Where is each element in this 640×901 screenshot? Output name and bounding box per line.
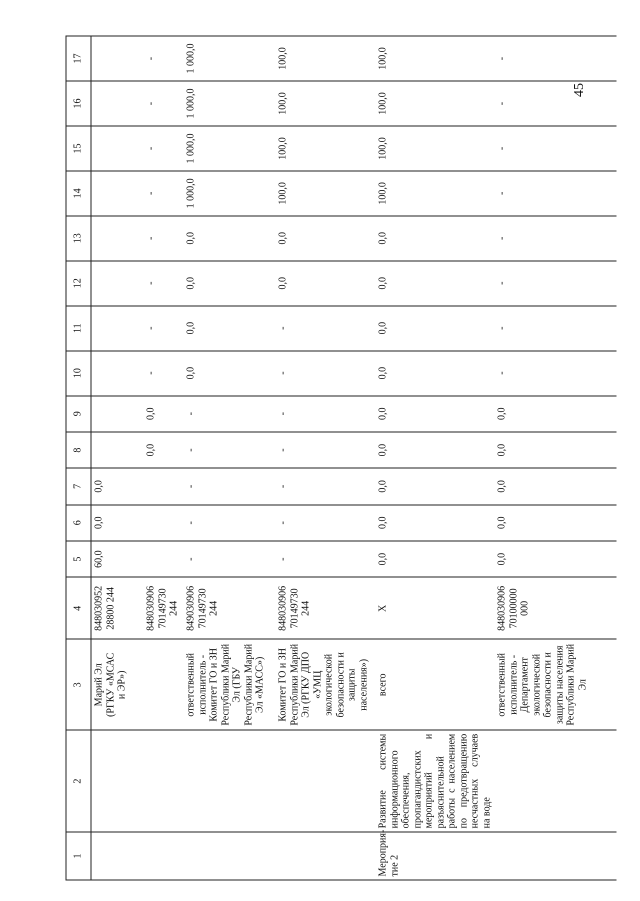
cell-value-text: 1 000,0 <box>185 88 196 119</box>
cell-value <box>91 261 144 306</box>
cell-value <box>494 36 616 81</box>
cell-value <box>183 432 275 468</box>
cell-value <box>275 81 375 126</box>
cell-budget-code <box>183 577 275 639</box>
cell-value <box>183 396 275 432</box>
cell-measure-name <box>143 730 183 832</box>
cell-value-text: 0,0 <box>93 516 104 530</box>
cell-value <box>275 351 375 396</box>
cell-value-text: 1 000,0 <box>185 133 196 164</box>
table-body <box>91 36 617 880</box>
cell-value <box>91 36 144 81</box>
cell-value-text: 100,0 <box>377 92 388 115</box>
cell-value <box>143 171 183 216</box>
column-header: 1 <box>66 832 91 880</box>
cell-value <box>494 81 616 126</box>
table-row <box>143 36 183 880</box>
cell-value <box>143 306 183 351</box>
cell-value-text: - <box>496 236 507 240</box>
cell-value-text: 0,0 <box>93 480 104 493</box>
cell-value-text: - <box>145 101 156 106</box>
cell-value-text: 0,0 <box>377 232 388 245</box>
cell-value-text: 0,0 <box>496 552 507 566</box>
cell-value-text: 100,0 <box>377 182 388 205</box>
cell-value <box>275 171 375 216</box>
cell-value <box>375 396 494 432</box>
cell-value-text: - <box>145 146 156 151</box>
cell-value <box>494 396 616 432</box>
cell-value <box>375 541 494 577</box>
cell-executor-text: Комитет ГО и ЗН Республики Марий Эл (РГКУ ДПО «УМЦ экологической безопасности и защиты населения») <box>277 643 369 726</box>
column-header: 2 <box>66 730 91 832</box>
cell-value <box>143 216 183 261</box>
cell-value <box>494 541 616 577</box>
cell-value-text: - <box>145 281 156 285</box>
cell-value-text: - <box>185 484 196 489</box>
cell-executor-text: ответственный исполнитель - Департамент экологической безопасности и защиты населения Республики Марий Эл <box>496 643 588 726</box>
column-header: 12 <box>66 261 91 306</box>
cell-value <box>375 306 494 351</box>
cell-value-text: 0,0 <box>377 552 388 566</box>
cell-value-text: - <box>277 326 288 330</box>
cell-value <box>183 505 275 541</box>
cell-value <box>183 171 275 216</box>
cell-status <box>183 832 275 880</box>
cell-budget-code <box>91 577 144 639</box>
cell-value <box>91 396 144 432</box>
cell-budget-code-text: 848030906 70149730 244 <box>277 585 311 631</box>
table-row <box>375 36 494 880</box>
cell-value <box>91 306 144 351</box>
cell-budget-code <box>375 577 494 639</box>
page-number: 45 <box>572 83 587 97</box>
cell-value-text: 0,0 <box>185 321 196 335</box>
cell-executor <box>183 639 275 730</box>
cell-value-text: 0,0 <box>496 407 507 420</box>
cell-value <box>183 126 275 171</box>
cell-value-text: - <box>277 521 288 525</box>
cell-value <box>494 171 616 216</box>
cell-value-text: - <box>496 326 507 330</box>
cell-value <box>183 541 275 577</box>
cell-value-text: - <box>496 101 507 106</box>
cell-value-text: 0,0 <box>185 276 196 290</box>
cell-budget-code <box>143 577 183 639</box>
cell-value <box>494 216 616 261</box>
cell-executor <box>275 639 375 730</box>
cell-value <box>375 505 494 541</box>
column-header: 6 <box>66 505 91 541</box>
cell-status <box>494 832 616 880</box>
budget-table <box>65 36 616 881</box>
cell-executor-text: Марий Эл (РГКУ «МСАС и ЭР») <box>93 652 127 717</box>
cell-value-text: - <box>145 326 156 330</box>
cell-value-text: - <box>145 371 156 375</box>
cell-value <box>275 468 375 504</box>
column-header: 9 <box>66 396 91 432</box>
cell-value <box>91 505 144 541</box>
cell-value <box>91 171 144 216</box>
cell-value-text: 0,0 <box>496 443 507 457</box>
rotated-table-container <box>65 36 588 881</box>
cell-value <box>494 505 616 541</box>
cell-value-text: - <box>496 56 507 61</box>
cell-value-text: 0,0 <box>496 516 507 530</box>
cell-value-text: - <box>277 412 288 416</box>
table-row <box>494 36 616 880</box>
table-row <box>91 36 144 880</box>
cell-value <box>375 216 494 261</box>
header-row <box>66 36 91 880</box>
column-header: 8 <box>66 432 91 468</box>
cell-value <box>275 432 375 468</box>
cell-value-text: 0,0 <box>496 480 507 493</box>
cell-value-text: - <box>277 557 288 561</box>
cell-status <box>91 832 144 880</box>
cell-measure-name <box>275 730 375 832</box>
cell-value <box>494 126 616 171</box>
cell-executor <box>91 639 144 730</box>
cell-value <box>91 468 144 504</box>
column-header: 10 <box>66 351 91 396</box>
cell-value-text: 0,0 <box>377 407 388 420</box>
cell-executor <box>494 639 616 730</box>
cell-value <box>143 505 183 541</box>
cell-value-text: - <box>145 191 156 196</box>
cell-value-text: 1 000,0 <box>185 43 196 74</box>
cell-executor <box>143 639 183 730</box>
cell-status-text: Мероприя-тие 2 <box>377 829 400 877</box>
cell-value <box>183 81 275 126</box>
cell-value <box>143 261 183 306</box>
cell-value <box>494 432 616 468</box>
cell-value-text: 0,0 <box>377 516 388 530</box>
cell-value-text: 100,0 <box>377 137 388 160</box>
cell-value-text: 0,0 <box>145 443 156 457</box>
cell-value <box>91 126 144 171</box>
cell-budget-code <box>494 577 616 639</box>
cell-value-text: 0,0 <box>377 480 388 493</box>
cell-value-text: - <box>145 236 156 240</box>
cell-value <box>275 396 375 432</box>
cell-value <box>375 36 494 81</box>
cell-value-text: 0,0 <box>377 443 388 457</box>
cell-value <box>494 468 616 504</box>
cell-status <box>375 829 494 880</box>
cell-value-text: - <box>496 191 507 196</box>
cell-value <box>375 126 494 171</box>
column-header: 17 <box>66 36 91 81</box>
cell-value <box>143 351 183 396</box>
cell-value <box>143 36 183 81</box>
column-header: 14 <box>66 171 91 216</box>
column-header: 5 <box>66 541 91 577</box>
cell-value <box>183 306 275 351</box>
cell-value-text: 0,0 <box>185 366 196 380</box>
cell-value <box>143 81 183 126</box>
cell-value-text: 1 000,0 <box>185 178 196 209</box>
cell-executor-text: всего <box>377 673 388 697</box>
cell-value-text: 0,0 <box>277 276 288 290</box>
cell-budget-code-text: X <box>377 604 388 612</box>
cell-value-text: - <box>496 146 507 151</box>
cell-value <box>275 541 375 577</box>
cell-value <box>143 468 183 504</box>
cell-value <box>143 126 183 171</box>
cell-measure-name <box>375 730 494 832</box>
cell-value-text: - <box>496 371 507 375</box>
table-row <box>183 36 275 880</box>
cell-value-text: - <box>185 448 196 452</box>
cell-value <box>91 432 144 468</box>
cell-value-text: - <box>145 56 156 61</box>
cell-value-text: 100,0 <box>277 182 288 205</box>
cell-value <box>375 468 494 504</box>
cell-value-text: 60,0 <box>93 550 104 568</box>
cell-value-text: - <box>277 371 288 375</box>
cell-measure-name <box>494 730 616 832</box>
cell-status <box>143 832 183 880</box>
cell-measure-name <box>183 730 275 832</box>
cell-value-text: - <box>277 484 288 489</box>
cell-value <box>91 81 144 126</box>
cell-value <box>275 216 375 261</box>
cell-value <box>375 351 494 396</box>
cell-value-text: - <box>496 281 507 285</box>
cell-budget-code-text: 848030906 70149730 244 <box>145 585 179 631</box>
cell-value <box>494 261 616 306</box>
cell-budget-code-text: 849030906 70149730 244 <box>185 585 219 631</box>
cell-value <box>375 171 494 216</box>
cell-executor <box>375 639 494 730</box>
column-header: 15 <box>66 126 91 171</box>
cell-value <box>375 81 494 126</box>
cell-value <box>143 396 183 432</box>
cell-value <box>494 351 616 396</box>
cell-value-text: 100,0 <box>277 137 288 160</box>
cell-value-text: 100,0 <box>377 47 388 70</box>
cell-value <box>91 351 144 396</box>
cell-value <box>183 468 275 504</box>
cell-value <box>275 126 375 171</box>
cell-value-text: 0,0 <box>277 232 288 245</box>
cell-value <box>275 36 375 81</box>
cell-measure-name <box>91 730 144 832</box>
cell-budget-code-text: 848030906 70100000 000 <box>496 585 530 631</box>
cell-value <box>183 261 275 306</box>
cell-value-text: 100,0 <box>277 92 288 115</box>
cell-value <box>183 36 275 81</box>
cell-budget-code-text: 848030952 28800 244 <box>93 585 116 631</box>
column-header: 16 <box>66 81 91 126</box>
cell-value-text: 0,0 <box>377 366 388 380</box>
cell-value <box>275 261 375 306</box>
cell-value <box>143 432 183 468</box>
cell-value-text: 0,0 <box>145 407 156 420</box>
cell-value-text: - <box>277 448 288 452</box>
cell-executor-text: ответственный исполнитель - Комитет ГО и ЗН Республики Марий Эл (ГБУ Республики Марий Эл «МАСС») <box>185 643 265 726</box>
cell-value <box>183 351 275 396</box>
cell-measure-name-text: Развитие системы информационного обеспечения, пропагандистских мероприятий и разъяснительной работы с населением по предотвращению несчастных случаев на воде <box>377 733 492 829</box>
table-row <box>275 36 375 880</box>
cell-value <box>91 216 144 261</box>
column-header: 7 <box>66 468 91 504</box>
cell-value <box>375 432 494 468</box>
column-header: 13 <box>66 216 91 261</box>
column-header: 4 <box>66 577 91 639</box>
cell-value-text: - <box>185 521 196 525</box>
cell-value <box>91 541 144 577</box>
column-header: 3 <box>66 639 91 730</box>
column-header: 11 <box>66 306 91 351</box>
cell-value-text: 0,0 <box>377 276 388 290</box>
cell-value <box>494 306 616 351</box>
cell-value-text: 0,0 <box>377 321 388 335</box>
cell-value-text: 0,0 <box>185 232 196 245</box>
cell-value <box>375 261 494 306</box>
cell-value-text: - <box>185 557 196 561</box>
cell-value <box>275 306 375 351</box>
cell-value <box>275 505 375 541</box>
cell-value-text: 100,0 <box>277 47 288 70</box>
cell-value <box>183 216 275 261</box>
cell-budget-code <box>275 577 375 639</box>
cell-status <box>275 832 375 880</box>
cell-value <box>143 541 183 577</box>
cell-value-text: - <box>185 412 196 416</box>
